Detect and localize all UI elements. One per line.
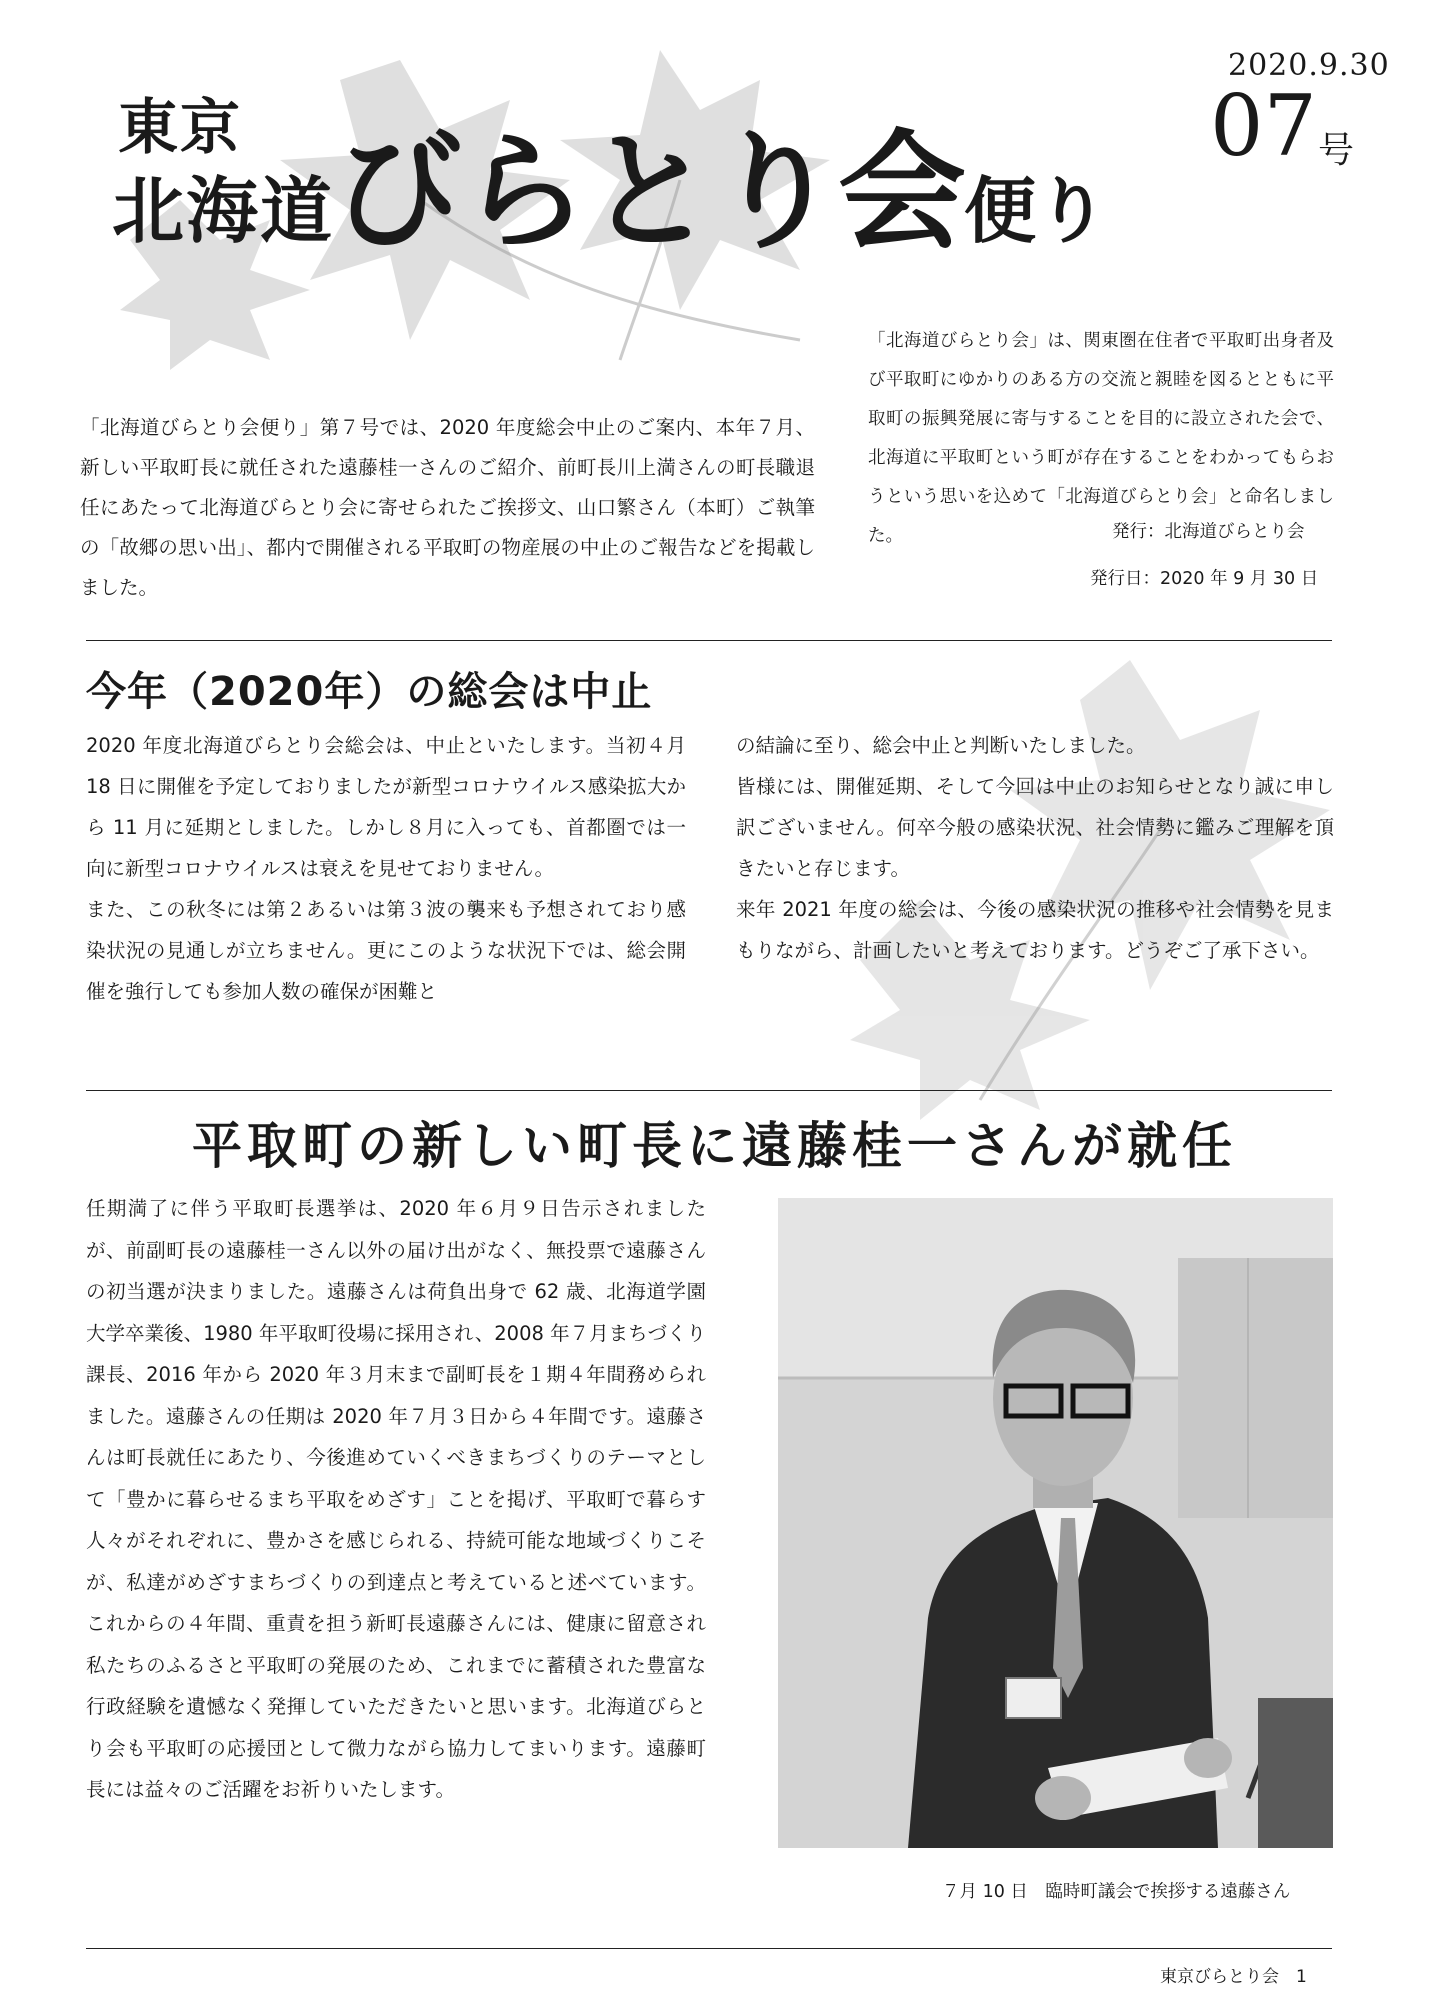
issue-suffix: 号 bbox=[1318, 130, 1355, 171]
paragraph: また、この秋冬には第２あるいは第３波の襲来も予想されており感染状況の見通しが立ちません。更にこのような状況下では、総会開催を強行しても参加人数の確保が困難と bbox=[86, 898, 686, 1003]
publication-date: 2020.9.30 bbox=[1228, 48, 1390, 83]
publisher-line: 発行：北海道びらとり会 bbox=[1112, 522, 1305, 542]
mayor-photo-illustration bbox=[778, 1198, 1333, 1848]
paragraph: 皆様には、開催延期、そして今回は中止のお知らせとなり誠に申し訳ございません。何卒今般の感染状況、社会情勢に鑑みご理解を頂きたいと存じます。 bbox=[736, 775, 1334, 880]
mayor-photo bbox=[778, 1198, 1333, 1848]
section1-right-column bbox=[736, 725, 1334, 971]
section-heading-new-mayor: 平取町の新しい町長に遠藤桂一さんが就任 bbox=[192, 1116, 1237, 1175]
intro-paragraph: 「北海道びらとり会便り」第７号では、2020 年度総会中止のご案内、本年７月、新しい平取町長に就任された遠藤桂一さんのご紹介、前町長川上満さんの町長職退任にあたって北海道びらとり会に寄せられたご挨拶文、山口繁さん（本町）ご執筆の「故郷の思い出」、都内で開催される平取町の物産展の中止のご報告などを掲載しました。 bbox=[80, 416, 815, 599]
title-biratori-kai: びらとり会 bbox=[334, 117, 965, 267]
about-paragraph: 「北海道びらとり会」は、関東圏在住者で平取町出身者及び平取町にゆかりのある方の交流と親睦を図るとともに平取町の振興発展に寄与することを目的に設立された会で、北海道に平取町という町が存在することをわかってもらおうという思いを込めて「北海道びらとり会」と命名しました。 bbox=[868, 331, 1334, 546]
paragraph: 2020 年度北海道びらとり会総会は、中止といたします。当初４月 18 日に開催を予定しておりましたが新型コロナウイルス感染拡大から 11 月に延期としました。しかし８月に入っても、首都圏では一向に新型コロナウイルスは衰えを見せておりません。 bbox=[86, 734, 686, 880]
title-hokkaido: 北海道 bbox=[112, 169, 335, 253]
newsletter-title bbox=[112, 117, 1109, 267]
divider bbox=[86, 640, 1332, 641]
paragraph: の結論に至り、総会中止と判断いたしました。 bbox=[736, 734, 1146, 757]
issue-number: 07 bbox=[1210, 77, 1317, 175]
photo-caption: ７月 10 日 臨時町議会で挨拶する遠藤さん bbox=[942, 1882, 1291, 1902]
divider bbox=[86, 1948, 1332, 1949]
section2-body: 任期満了に伴う平取町長選挙は、2020 年６月９日告示されましたが、前副町長の遠藤桂一さん以外の届け出がなく、無投票で遠藤さんの初当選が決まりました。遠藤さんは荷負出身で 62 歳、北海道学園大学卒業後、1980 年平取町役場に採用され、2008 年７月まちづくり課長、2016 年から 2020 年３月末まで副町長を１期４年間務められました。遠藤さんの任期は 2020 年７月３日から４年間です。遠藤さんは町長就任にあたり、今後進めていくべきまちづくりのテーマとして「豊かに暮らせるまち平取をめざす」ことを掲げ、平取町で暮らす人々がそれぞれに、豊かさを感じられる、持続可能な地域づくりこそが、私達がめざすまちづくりの到達点と考えていると述べています。これからの４年間、重責を担う新町長遠藤さんには、健康に留意され私たちのふるさと平取町の発展のため、これまでに蓄積された豊富な行政経験を遺憾なく発揮していただきたいと思います。北海道びらとり会も平取町の応援団として微力ながら協力してまいります。遠藤町長には益々のご活躍をお祈りいたします。 bbox=[86, 1197, 706, 1801]
paragraph: 来年 2021 年度の総会は、今後の感染状況の推移や社会情勢を見まもりながら、計画したいと考えております。どうぞご了承下さい。 bbox=[736, 898, 1334, 962]
page-footer: 東京びらとり会 1 bbox=[1160, 1967, 1307, 1987]
issue-date-line: 発行日：2020 年 9 月 30 日 bbox=[1090, 569, 1319, 589]
section-heading-general-meeting: 今年（2020年）の総会は中止 bbox=[86, 669, 653, 715]
title-tokyo: 東京 bbox=[118, 93, 242, 163]
title-dayori: 便り bbox=[964, 169, 1109, 253]
divider bbox=[86, 1090, 1332, 1091]
section1-left-column bbox=[86, 725, 686, 1012]
